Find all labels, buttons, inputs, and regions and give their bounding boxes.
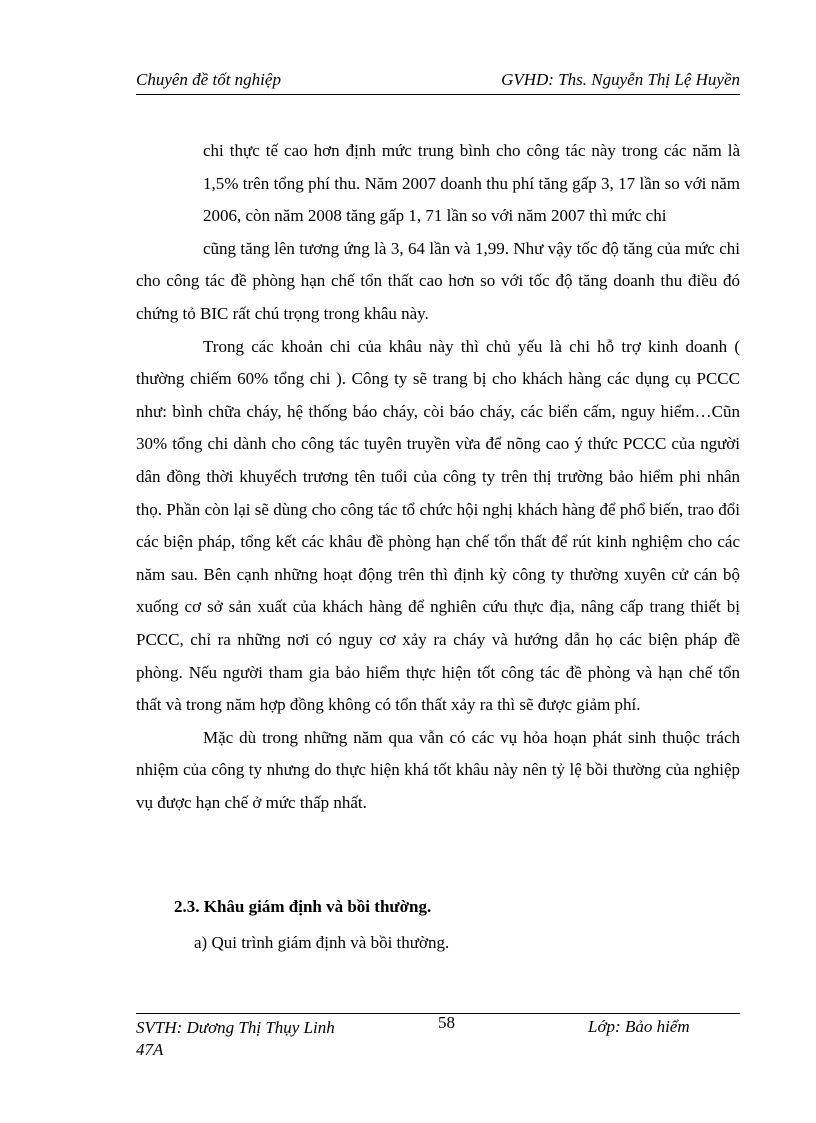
footer-major: Lớp: Bảo hiểm xyxy=(588,1017,690,1036)
header-supervisor: GVHD: Ths. Nguyễn Thị Lệ Huyền xyxy=(501,70,740,89)
footer-student-name: SVTH: Dương Thị Thụy Linh xyxy=(136,1018,335,1037)
paragraph-2: cũng tăng lên tương ứng là 3, 64 lần và 1,99. Như vậy tốc độ tăng của mức chi cho công tác đề phòng hạn chế tổn thất cao hơn so với tốc độ tăng doanh thu điều đó chứng tỏ BIC rất chú trọng trong khâu này. xyxy=(136,238,740,323)
paragraph-3: Trong các khoản chi của khâu này thì chủ yếu là chi hỗ trợ kinh doanh ( thường chiếm 60% tổng chi ). Công ty sẽ trang bị cho khách hàng các dụng cụ PCCC như: bình chữa cháy, hệ thống báo cháy, còi báo cháy, các biển cấm, nguy hiểm…Cũn 30% tổng chi dành cho công tác tuyên truyền vừa để nõng cao ý thức PCCC của người dân đồng thời khuyếch trương tên tuổi của công ty trên thị trường bảo hiểm phi nhân thọ. Phần còn lại sẽ dùng cho công tác tổ chức hội nghị khách hàng để phổ biến, trao đổi các biện pháp, tổng kết các khâu đề phòng hạn chế tổn thất để rút kinh nghiệm cho các năm sau. Bên cạnh những hoạt động trên thì định kỳ công ty thường xuyên cử cán bộ xuống cơ sở sản xuất của khách hàng để nghiên cứu thực địa, nâng cấp trang thiết bị PCCC, chỉ ra những nơi có nguy cơ xảy ra cháy và hướng dẫn họ các biện pháp đề phòng. Nếu người tham gia bảo hiểm thực hiện tốt công tác đề phòng và hạn chế tổn thất và trong năm hợp đồng không có tổn thất xảy ra thì sẽ được giảm phí. xyxy=(136,336,740,715)
header-document-type: Chuyên đề tốt nghiệp xyxy=(136,70,281,89)
page-number: 58 xyxy=(438,1013,455,1032)
footer-student-info xyxy=(136,1017,335,1061)
paragraph-4: Mặc dù trong những năm qua vẫn có các vụ hỏa hoạn phát sinh thuộc trách nhiệm của công ty nhưng do thực hiện khá tốt khâu này nên tỷ lệ bồi thường của nghiệp vụ được hạn chế ở mức thấp nhất. xyxy=(136,727,740,812)
section-heading: 2.3. Khâu giám định và bồi thường. xyxy=(174,897,432,916)
page-header xyxy=(136,70,740,95)
body-text xyxy=(136,135,740,819)
footer-class: 47A xyxy=(136,1040,164,1059)
paragraph-1: chi thực tế cao hơn định mức trung bình cho công tác này trong các năm là 1,5% trên tổng phí thu. Năm 2007 doanh thu phí tăng gấp 3, 17 lần so với năm 2006, còn năm 2008 tăng gấp 1, 71 lần so với năm 2007 thì mức chi xyxy=(203,141,740,226)
subsection-heading: a) Qui trình giám định và bồi thường. xyxy=(194,933,450,952)
